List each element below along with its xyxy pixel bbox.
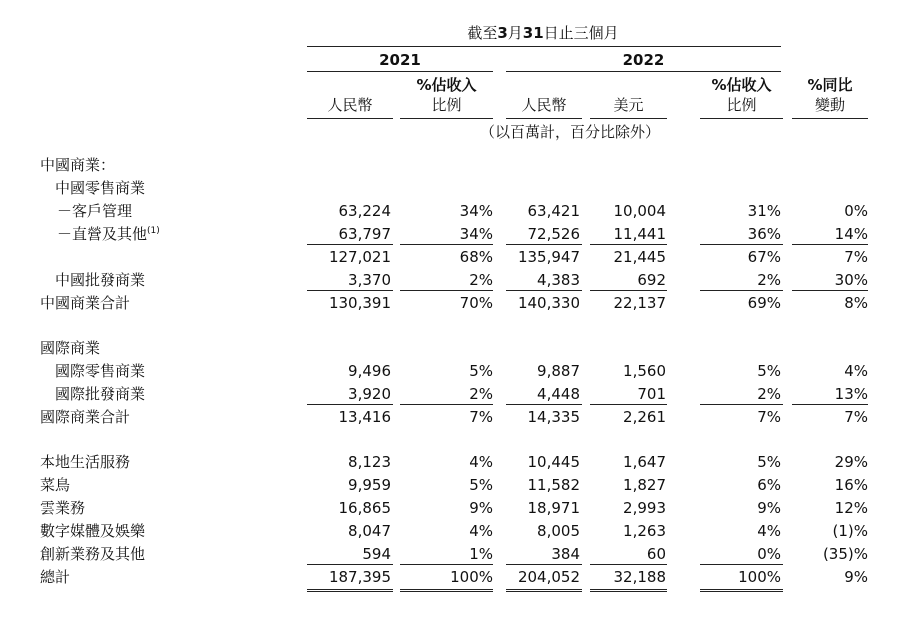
cell-yoy: 0% bbox=[844, 202, 868, 220]
col-pct-2022-line2: 比例 bbox=[726, 96, 757, 114]
cell-rmb-2022: 18,971 bbox=[527, 499, 580, 517]
cell-yoy: 29% bbox=[834, 453, 868, 471]
cell-pct-2021: 4% bbox=[469, 522, 493, 540]
cell-usd-2022: 2,261 bbox=[623, 408, 666, 426]
period-heading: 截至3月31日止三個月 bbox=[467, 24, 619, 42]
cell-pct-2022: 6% bbox=[757, 476, 781, 494]
row-label: 中國零售商業 bbox=[55, 179, 146, 197]
col-rmb-2021: 人民幣 bbox=[327, 96, 373, 114]
cell-yoy: 16% bbox=[834, 476, 868, 494]
row-label: －客戶管理 bbox=[57, 202, 133, 220]
cell-pct-2021: 7% bbox=[469, 408, 493, 426]
cell-usd-2022: 11,441 bbox=[613, 225, 666, 243]
col-rule-pct-2021 bbox=[400, 118, 493, 119]
cell-pct-2021: 34% bbox=[459, 225, 493, 243]
row-label: 創新業務及其他 bbox=[40, 545, 146, 563]
cell-rmb-2021: 63,797 bbox=[338, 225, 391, 243]
footnote-marker: (1) bbox=[147, 226, 160, 236]
cell-yoy: 8% bbox=[844, 294, 868, 312]
cell-rmb-2021: 127,021 bbox=[328, 248, 391, 266]
cell-pct-2022: 5% bbox=[757, 453, 781, 471]
cell-rmb-2021: 9,959 bbox=[348, 476, 391, 494]
cell-rmb-2022: 135,947 bbox=[517, 248, 580, 266]
revenue-table bbox=[40, 20, 872, 588]
cell-rmb-2022: 204,052 bbox=[517, 568, 580, 586]
cell-usd-2022: 692 bbox=[637, 271, 666, 289]
cell-yoy: 4% bbox=[844, 362, 868, 380]
row-label: 國際批發商業 bbox=[55, 385, 146, 403]
table-row bbox=[40, 405, 872, 428]
cell-rmb-2021: 8,123 bbox=[348, 453, 391, 471]
row-label: 總計 bbox=[40, 568, 71, 586]
cell-usd-2022: 1,827 bbox=[623, 476, 666, 494]
col-yoy-line1: %同比 bbox=[807, 76, 853, 94]
row-label: 數字媒體及娛樂 bbox=[40, 522, 146, 540]
cell-pct-2021: 1% bbox=[469, 545, 493, 563]
double-underline bbox=[307, 589, 393, 592]
cell-yoy: 13% bbox=[834, 385, 868, 403]
table-row bbox=[40, 359, 872, 382]
cell-pct-2022: 100% bbox=[738, 568, 781, 586]
year-2021-rule bbox=[307, 71, 493, 72]
cell-pct-2022: 4% bbox=[757, 522, 781, 540]
table-row bbox=[40, 450, 872, 473]
cell-usd-2022: 60 bbox=[646, 545, 666, 563]
row-label: 雲業務 bbox=[40, 499, 86, 517]
cell-pct-2021: 5% bbox=[469, 476, 493, 494]
col-rule-rmb-2021 bbox=[307, 118, 393, 119]
cell-yoy: 14% bbox=[834, 225, 868, 243]
cell-yoy: 9% bbox=[844, 568, 868, 586]
cell-rmb-2022: 72,526 bbox=[527, 225, 580, 243]
cell-usd-2022: 1,647 bbox=[623, 453, 666, 471]
row-label: 國際零售商業 bbox=[55, 362, 146, 380]
cell-rmb-2021: 16,865 bbox=[338, 499, 391, 517]
col-rule-pct-2022 bbox=[700, 118, 783, 119]
cell-rmb-2021: 8,047 bbox=[348, 522, 391, 540]
cell-rmb-2021: 594 bbox=[362, 545, 391, 563]
table-row-total bbox=[40, 565, 872, 588]
cell-rmb-2021: 187,395 bbox=[328, 568, 391, 586]
table-row bbox=[40, 291, 872, 314]
cell-rmb-2022: 10,445 bbox=[527, 453, 580, 471]
col-pct-2021-line2: 比例 bbox=[431, 96, 462, 114]
double-underline bbox=[400, 589, 493, 592]
cell-rmb-2021: 63,224 bbox=[338, 202, 391, 220]
cell-pct-2022: 2% bbox=[757, 271, 781, 289]
cell-yoy: (1)% bbox=[832, 522, 868, 540]
cell-yoy: (35)% bbox=[822, 545, 868, 563]
cell-rmb-2021: 13,416 bbox=[338, 408, 391, 426]
row-label: 國際商業 bbox=[40, 339, 101, 357]
spacer-row bbox=[40, 428, 872, 450]
table-row bbox=[40, 336, 872, 359]
table-row bbox=[40, 473, 872, 496]
cell-rmb-2021: 3,920 bbox=[348, 385, 391, 403]
cell-pct-2021: 4% bbox=[469, 453, 493, 471]
year-2022-rule bbox=[506, 71, 781, 72]
cell-pct-2021: 2% bbox=[469, 271, 493, 289]
cell-rmb-2022: 4,383 bbox=[537, 271, 580, 289]
cell-usd-2022: 22,137 bbox=[613, 294, 666, 312]
cell-pct-2022: 7% bbox=[757, 408, 781, 426]
row-label: 中國商業： bbox=[40, 156, 116, 174]
cell-rmb-2022: 384 bbox=[551, 545, 580, 563]
table-row bbox=[40, 199, 872, 222]
double-underline bbox=[700, 589, 783, 592]
cell-usd-2022: 2,993 bbox=[623, 499, 666, 517]
double-underline bbox=[590, 589, 667, 592]
cell-pct-2022: 9% bbox=[757, 499, 781, 517]
double-underline bbox=[506, 589, 582, 592]
table-row bbox=[40, 245, 872, 268]
cell-rmb-2022: 140,330 bbox=[517, 294, 580, 312]
col-yoy-line2: 變動 bbox=[814, 96, 845, 114]
table-header bbox=[40, 20, 872, 153]
table-row bbox=[40, 519, 872, 542]
table-row bbox=[40, 176, 872, 199]
cell-pct-2021: 5% bbox=[469, 362, 493, 380]
cell-yoy: 7% bbox=[844, 248, 868, 266]
table-row bbox=[40, 268, 872, 291]
cell-usd-2022: 1,263 bbox=[623, 522, 666, 540]
cell-usd-2022: 21,445 bbox=[613, 248, 666, 266]
cell-rmb-2022: 8,005 bbox=[537, 522, 580, 540]
cell-pct-2021: 34% bbox=[459, 202, 493, 220]
col-pct-2022-line1: %佔收入 bbox=[711, 76, 772, 94]
cell-pct-2022: 5% bbox=[757, 362, 781, 380]
cell-pct-2021: 2% bbox=[469, 385, 493, 403]
table-row bbox=[40, 382, 872, 405]
cell-rmb-2022: 14,335 bbox=[527, 408, 580, 426]
cell-yoy: 7% bbox=[844, 408, 868, 426]
cell-rmb-2022: 9,887 bbox=[537, 362, 580, 380]
cell-pct-2022: 67% bbox=[747, 248, 781, 266]
cell-pct-2021: 9% bbox=[469, 499, 493, 517]
cell-pct-2022: 36% bbox=[747, 225, 781, 243]
cell-yoy: 12% bbox=[834, 499, 868, 517]
cell-pct-2022: 2% bbox=[757, 385, 781, 403]
table-row bbox=[40, 496, 872, 519]
col-pct-2021-line1: %佔收入 bbox=[416, 76, 477, 94]
cell-pct-2021: 68% bbox=[459, 248, 493, 266]
cell-usd-2022: 32,188 bbox=[613, 568, 666, 586]
table-row bbox=[40, 222, 872, 245]
cell-pct-2022: 69% bbox=[747, 294, 781, 312]
unit-note: （以百萬計，百分比除外） bbox=[480, 123, 661, 141]
cell-yoy: 30% bbox=[834, 271, 868, 289]
row-label: 國際商業合計 bbox=[40, 408, 131, 426]
cell-pct-2021: 70% bbox=[459, 294, 493, 312]
cell-rmb-2021: 9,496 bbox=[348, 362, 391, 380]
cell-rmb-2022: 63,421 bbox=[527, 202, 580, 220]
cell-rmb-2021: 130,391 bbox=[328, 294, 391, 312]
year-2021: 2021 bbox=[379, 51, 421, 69]
cell-usd-2022: 1,560 bbox=[623, 362, 666, 380]
row-label: 中國批發商業 bbox=[55, 271, 146, 289]
spacer-row bbox=[40, 314, 872, 336]
table-row bbox=[40, 153, 872, 176]
cell-rmb-2022: 4,448 bbox=[537, 385, 580, 403]
year-2022: 2022 bbox=[622, 51, 665, 69]
cell-pct-2022: 0% bbox=[757, 545, 781, 563]
col-rule-usd-2022 bbox=[590, 118, 667, 119]
col-rule-yoy bbox=[792, 118, 868, 119]
table-row bbox=[40, 542, 872, 565]
col-usd-2022: 美元 bbox=[613, 96, 644, 114]
cell-usd-2022: 701 bbox=[637, 385, 666, 403]
col-rmb-2022: 人民幣 bbox=[521, 96, 567, 114]
row-label: 本地生活服務 bbox=[40, 453, 131, 471]
period-rule bbox=[307, 46, 781, 47]
row-label: 中國商業合計 bbox=[40, 294, 131, 312]
cell-pct-2022: 31% bbox=[747, 202, 781, 220]
cell-pct-2021: 100% bbox=[450, 568, 493, 586]
col-rule-rmb-2022 bbox=[506, 118, 582, 119]
cell-usd-2022: 10,004 bbox=[613, 202, 666, 220]
cell-rmb-2022: 11,582 bbox=[527, 476, 580, 494]
cell-rmb-2021: 3,370 bbox=[348, 271, 391, 289]
row-label: 菜鳥 bbox=[40, 476, 71, 494]
row-label: －直營及其他$^{(1)}$ bbox=[57, 225, 160, 243]
